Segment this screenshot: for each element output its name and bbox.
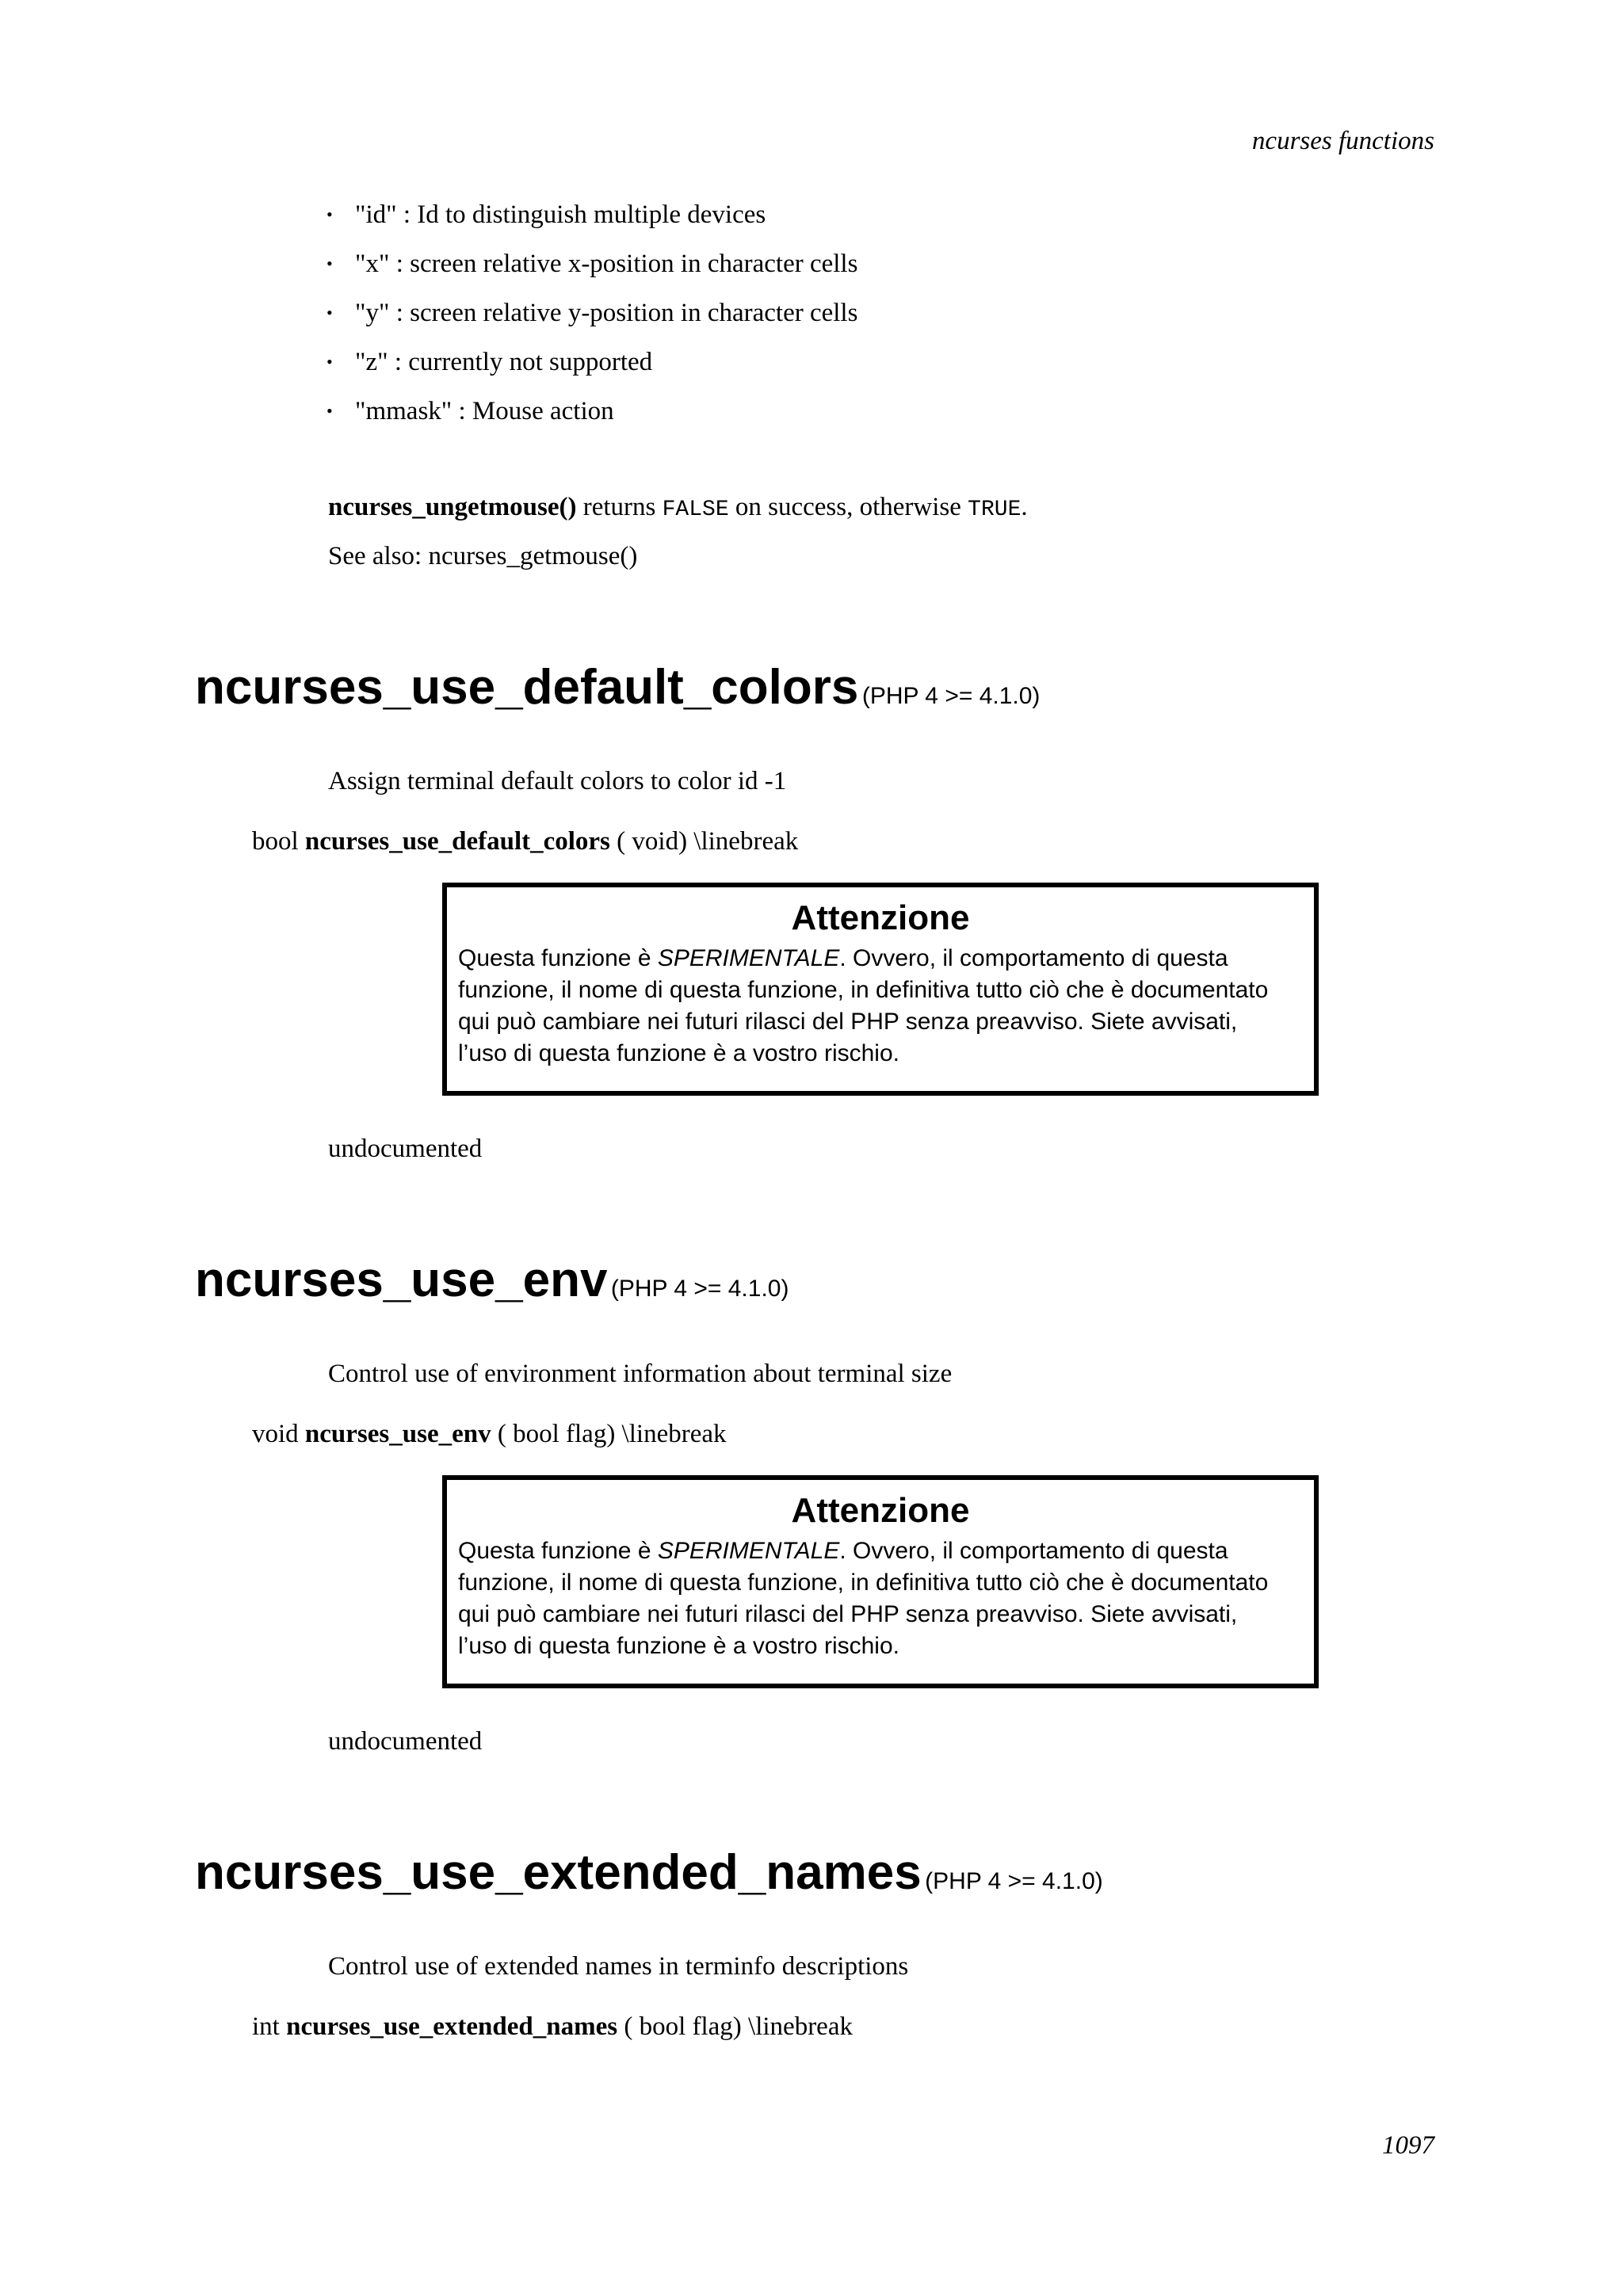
list-item-text: "mmask" : Mouse action [355,397,614,425]
php-version: (PHP 4 >= 4.1.0) [861,683,1041,709]
prototype-name: ncurses_use_extended_names [286,2012,618,2041]
warning-text: l’uso di questa funzione è a vostro rischio. [458,1633,899,1659]
function-name: ncurses_ungetmouse() [328,493,577,521]
list-item [323,190,857,239]
section-heading [195,1252,789,1308]
warning-body [458,1535,1303,1662]
return-text-3: . [1021,493,1028,521]
list-item-text: "z" : currently not supported [355,348,653,376]
undocumented-note: undocumented [328,1135,483,1163]
return-text-2: on success, otherwise [728,493,968,521]
bullet-icon: • [327,352,333,372]
function-title: ncurses_use_default_colors [195,660,859,715]
constant-true: TRUE [968,498,1022,522]
section-heading [195,659,1040,715]
warning-box [442,883,1319,1096]
running-header: ncurses functions [1251,127,1434,155]
prototype-name: ncurses_use_default_colors [304,827,610,856]
prototype-args: ( void) \linebreak [609,827,799,856]
warning-emphasis: SPERIMENTALE [657,1538,840,1564]
warning-text: . Ovvero, il comportamento di questa [839,945,1228,971]
bullet-icon: • [327,303,333,322]
warning-text: Questa funzione è [458,945,658,971]
function-title: ncurses_use_env [195,1253,608,1307]
return-type: void [252,1420,305,1448]
list-item [323,338,857,387]
warning-title: Attenzione [791,898,970,937]
function-prototype [252,827,798,856]
function-description: Assign terminal default colors to color id -1 [328,767,787,795]
constant-false: FALSE [662,498,729,522]
function-prototype [252,2012,853,2042]
bullet-icon: • [327,204,333,224]
list-item-text: "y" : screen relative y-position in character cells [355,299,858,327]
bullet-icon: • [327,254,333,273]
see-also: See also: ncurses_getmouse() [328,542,638,570]
prototype-args: ( bool flag) \linebreak [617,2012,853,2041]
return-text-1: returns [576,493,663,521]
warning-box [442,1475,1319,1688]
section-heading [195,1844,1103,1901]
warning-emphasis: SPERIMENTALE [657,945,840,971]
function-description: Control use of extended names in terminfo descriptions [328,1952,909,1981]
warning-text: funzione, il nome di questa funzione, in definitiva tutto ciò che è documentato [458,977,1269,1003]
function-prototype [252,1420,727,1449]
return-type: int [252,2012,287,2041]
warning-text: l’uso di questa funzione è a vostro rischio. [458,1040,899,1066]
php-version: (PHP 4 >= 4.1.0) [610,1276,789,1302]
warning-text: qui può cambiare nei futuri rilasci del PHP senza preavviso. Siete avvisati, [458,1601,1238,1627]
warning-text: qui può cambiare nei futuri rilasci del PHP senza preavviso. Siete avvisati, [458,1009,1238,1035]
bullet-icon: • [327,401,333,421]
list-item-text: "id" : Id to distinguish multiple devices [355,200,766,229]
undocumented-note: undocumented [328,1727,483,1756]
warning-body [458,943,1303,1070]
return-value-paragraph [328,493,1028,522]
warning-text: funzione, il nome di questa funzione, in definitiva tutto ciò che è documentato [458,1569,1269,1596]
list-item [323,288,857,338]
list-item [323,387,857,436]
warning-title: Attenzione [791,1491,970,1530]
prototype-args: ( bool flag) \linebreak [491,1420,727,1448]
list-item [323,239,857,288]
prototype-name: ncurses_use_env [304,1420,491,1448]
return-type: bool [252,827,305,856]
function-description: Control use of environment information about terminal size [328,1360,953,1388]
list-item-text: "x" : screen relative x-position in character cells [355,250,858,278]
function-title: ncurses_use_extended_names [195,1845,922,1900]
warning-text: . Ovvero, il comportamento di questa [839,1538,1228,1564]
php-version: (PHP 4 >= 4.1.0) [925,1868,1103,1894]
page-number: 1097 [1382,2131,1434,2160]
warning-text: Questa funzione è [458,1538,658,1564]
field-list [323,190,857,436]
